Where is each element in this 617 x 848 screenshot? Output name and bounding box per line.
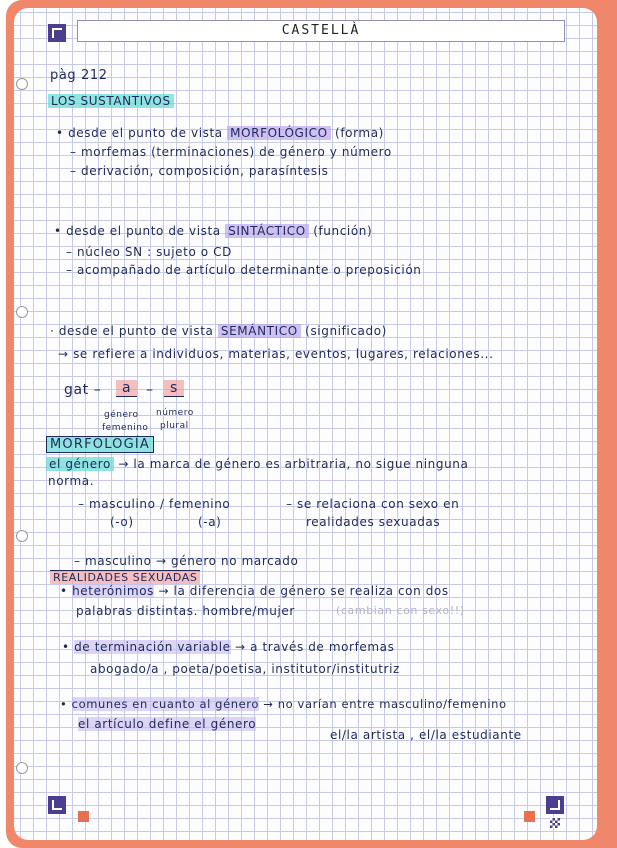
- synt-term: SINTÁCTICO: [225, 224, 309, 238]
- relacion-line-1: – se relaciona con sexo en: [286, 497, 460, 511]
- morph-lead-text: • desde el punto de vista: [56, 126, 223, 140]
- corner-mark-icon: [546, 796, 564, 814]
- terminacion-text: → a través de morfemas: [235, 640, 395, 654]
- binder-hole: [16, 78, 28, 90]
- heteronimos-pencil-note: (cambian con sexo!!): [336, 604, 465, 617]
- terminacion-examples: abogado/a , poeta/poetisa, institutor/institutriz: [90, 662, 400, 676]
- morph-item-1: – morfemas (terminaciones) de género y número: [70, 145, 392, 159]
- synt-paren: (función): [313, 224, 373, 238]
- sem-lead-text: · desde el punto de vista: [50, 324, 214, 338]
- example-label-gender-2: femenino: [102, 423, 149, 433]
- title-box: [77, 20, 565, 42]
- orange-square-mark: [524, 811, 535, 822]
- genero-line: [46, 457, 468, 471]
- sem-paren: (significado): [305, 324, 387, 338]
- masc-unmarked: – masculino → género no marcado: [74, 554, 299, 568]
- morfologia-heading: MORFOLOGÍA: [46, 436, 154, 453]
- synt-item-2: – acompañado de artículo determinante o preposición: [66, 263, 422, 277]
- synt-lead: [54, 224, 372, 238]
- genero-label: el género: [46, 457, 114, 471]
- checker-mark-icon: [550, 818, 560, 828]
- morph-term: MORFOLÓGICO: [227, 126, 330, 140]
- relacion-line-2: realidades sexuadas: [306, 515, 441, 529]
- morph-paren: (forma): [335, 126, 384, 140]
- page-reference: pàg 212: [50, 68, 108, 83]
- synt-item-1: – núcleo SN : sujeto o CD: [66, 245, 232, 259]
- masc-fem: – masculino / femenino: [78, 497, 231, 511]
- genero-text: → la marca de género es arbitraria, no sigue ninguna: [118, 457, 469, 471]
- section-heading: LOS SUSTANTIVOS: [48, 94, 174, 108]
- morph-lead: [56, 126, 384, 140]
- heteronimos-label: heterónimos: [72, 584, 155, 598]
- comunes-line: • comunes en cuanto al género → no varían entre masculino/femenino: [60, 697, 507, 711]
- heteronimos-text-2: palabras distintas. hombre/mujer: [76, 604, 295, 618]
- example-morpheme-number: s: [164, 380, 184, 397]
- example-root: gat –: [64, 382, 102, 398]
- example-morpheme-gender: a: [116, 380, 137, 397]
- comunes-text: → no varían entre masculino/femenino: [263, 697, 507, 711]
- terminacion-line: • de terminación variable → a través de morfemas: [62, 640, 395, 654]
- morph-item-2: – derivación, composición, parasíntesis: [70, 164, 329, 178]
- sem-term: SEMÁNTICO: [218, 324, 301, 338]
- masc-suffix: (-o): [110, 515, 134, 529]
- corner-mark-icon: [48, 796, 66, 814]
- heteronimos-text: → la diferencia de género se realiza con dos: [158, 584, 449, 598]
- example-label-gender-1: género: [104, 410, 139, 420]
- synt-lead-text: • desde el punto de vista: [54, 224, 221, 238]
- realidades-heading: REALIDADES SEXUADAS: [50, 570, 200, 584]
- binder-hole: [16, 762, 28, 774]
- comunes-label: comunes en cuanto al género: [71, 697, 260, 711]
- example-dash: –: [146, 382, 154, 398]
- terminacion-label: de terminación variable: [74, 640, 231, 654]
- page-title: CASTELLÀ: [281, 23, 361, 38]
- orange-square-mark: [78, 811, 89, 822]
- heteronimos-line: • heterónimos → la diferencia de género se realiza con dos: [60, 584, 449, 598]
- corner-mark-icon: [48, 24, 66, 42]
- comunes-text-2: el artículo define el género: [78, 717, 257, 731]
- sem-lead: [50, 324, 387, 338]
- comunes-examples: el/la artista , el/la estudiante: [330, 728, 522, 742]
- genero-text-2: norma.: [48, 474, 95, 488]
- example-label-number-2: plural: [160, 421, 189, 431]
- binder-hole: [16, 306, 28, 318]
- sem-item-1: → se refiere a individuos, materias, eventos, lugares, relaciones...: [58, 347, 494, 361]
- binder-hole: [16, 530, 28, 542]
- example-label-number-1: número: [156, 408, 194, 418]
- fem-suffix: (-a): [198, 515, 222, 529]
